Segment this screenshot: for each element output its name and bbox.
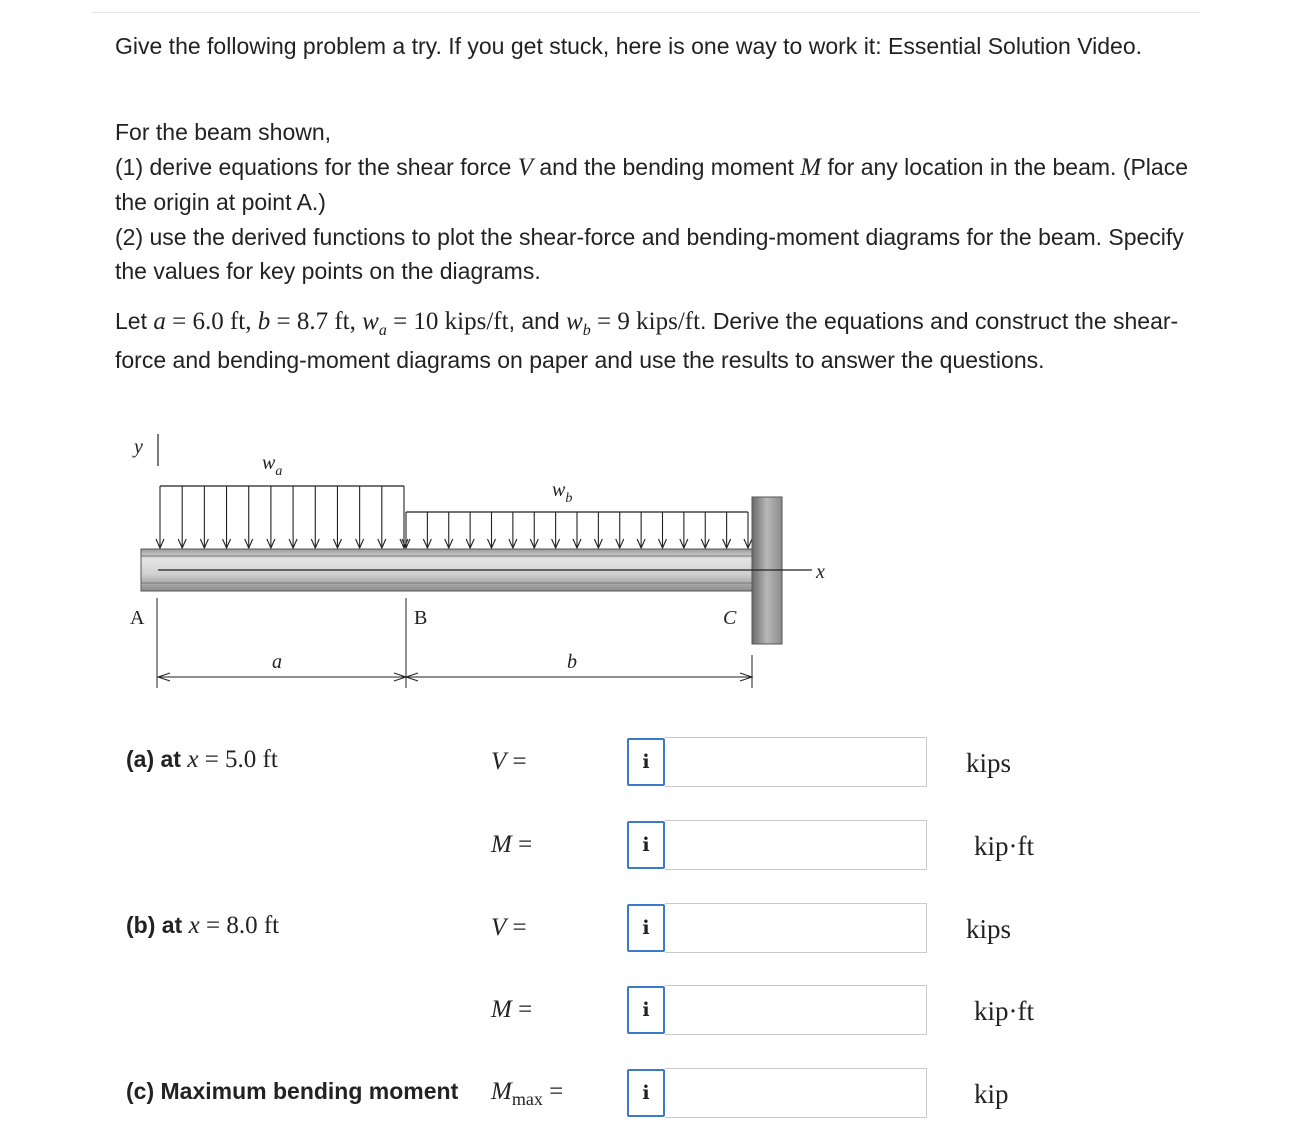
info-icon[interactable]: i <box>627 986 665 1034</box>
problem-line-1 <box>115 150 1195 220</box>
point-a-label: A <box>130 607 145 629</box>
load-wb <box>402 512 752 548</box>
wa-symbol: w <box>362 308 379 335</box>
answer-b-v-input[interactable] <box>665 903 927 953</box>
point-b-label: B <box>414 607 428 629</box>
question-a-label: (a) at x = 5.0 ft <box>126 746 278 773</box>
wb-subscript: b <box>582 322 591 339</box>
wb-label: $w_b$ <box>552 479 573 506</box>
info-icon[interactable]: i <box>627 904 665 952</box>
wa-subscript: a <box>378 322 387 339</box>
y-axis-label: y <box>134 436 143 458</box>
answer-a-m-input[interactable] <box>665 820 927 870</box>
a-symbol: a <box>153 308 166 335</box>
question-a-v-symbol: V = <box>491 748 527 775</box>
problem-line-0: For the beam shown, <box>115 119 332 145</box>
info-icon[interactable]: i <box>627 821 665 869</box>
info-icon[interactable]: i <box>627 738 665 786</box>
line1-text-b: and the bending moment <box>533 153 801 180</box>
essential-solution-video-link[interactable]: Essential Solution Video <box>887 33 1136 59</box>
answer-b-m-input[interactable] <box>665 985 927 1035</box>
wb-symbol: w <box>566 308 583 335</box>
a-value: = 6.0 ft, <box>165 308 258 335</box>
question-b-label: (b) at x = 8.0 ft <box>126 912 280 939</box>
given-and: , and <box>508 308 567 334</box>
wb-value: = 9 kips/ft <box>590 308 701 335</box>
dimension-a-label: a <box>272 651 282 673</box>
given-rest: . Derive the equations and construct the shear-force and bending-moment diagrams on paper and use the results to answer the questions. <box>115 308 1179 373</box>
question-c-mmax-symbol: $M_{max}$ = <box>491 1078 564 1109</box>
problem-statement <box>115 115 1195 289</box>
info-icon[interactable]: i <box>627 1069 665 1117</box>
shear-symbol: V <box>517 153 533 181</box>
wa-value: = 10 kips/ft <box>386 308 509 335</box>
b-symbol: b <box>257 308 271 335</box>
answer-a-v-input[interactable] <box>665 737 927 787</box>
answer-c-mmax-input[interactable] <box>665 1068 927 1118</box>
intro-text: Give the following problem a try. If you get stuck, here is one way to work it: <box>115 33 888 59</box>
question-b-m-symbol: M = <box>491 996 533 1023</box>
unit-b-v: kips <box>966 914 1012 944</box>
top-divider <box>92 12 1200 13</box>
problem-line-2: (2) use the derived functions to plot the shear-force and bending-moment diagrams for the beam. Specify the values for key points on the diagrams. <box>115 223 1184 284</box>
line1-text-c: for any location in the beam. (Place the origin at point A.) <box>115 153 1188 215</box>
beam-figure <box>0 420 900 700</box>
unit-a-m: kip·ft <box>974 831 1034 861</box>
line1-text-a: (1) derive equations for the shear force <box>115 153 518 180</box>
intro-paragraph <box>115 29 1195 64</box>
given-values <box>115 304 1195 377</box>
unit-b-m: kip·ft <box>974 996 1034 1026</box>
x-axis-label: x <box>816 561 825 583</box>
dimension-b-label: b <box>567 651 577 673</box>
question-a-m-symbol: M = <box>491 831 533 858</box>
question-c-label: (c) Maximum bending moment <box>126 1078 459 1104</box>
unit-a-v: kips <box>966 748 1012 778</box>
given-let: Let <box>115 308 154 334</box>
wa-label: $w_a$ <box>262 452 283 479</box>
question-b-v-symbol: V = <box>491 914 527 941</box>
b-value: = 8.7 ft, <box>270 308 363 335</box>
unit-c: kip <box>974 1079 1009 1109</box>
intro-end: . <box>1135 33 1143 59</box>
point-c-label: C <box>723 607 737 629</box>
moment-symbol: M <box>800 153 822 181</box>
load-wa <box>156 486 408 548</box>
